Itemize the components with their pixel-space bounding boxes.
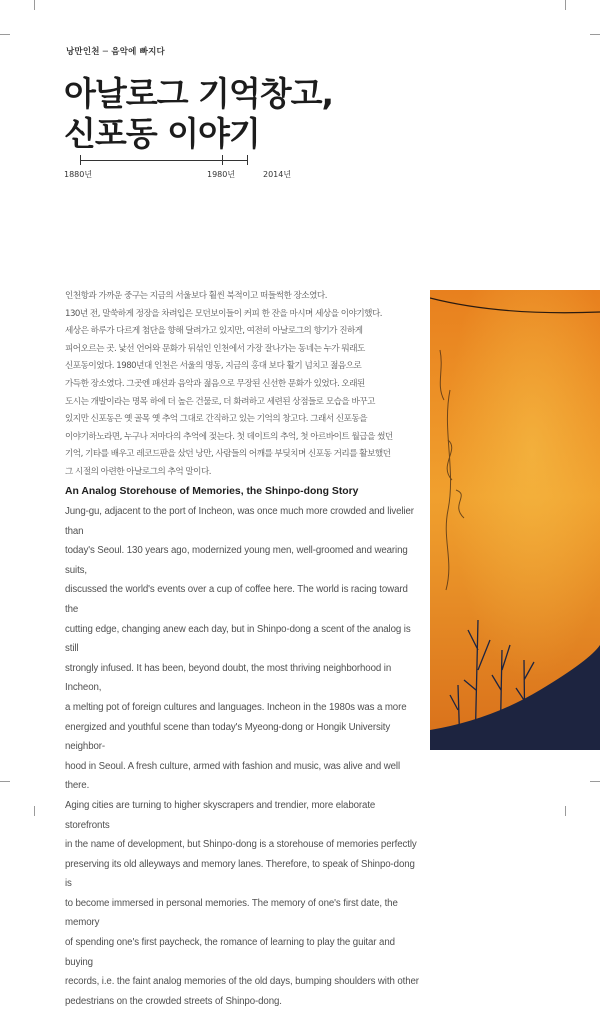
text-line: 가득한 장소였다. 그곳엔 패션과 음악과 젊음으로 무장된 신선한 문화가 있었다. 오래된	[65, 378, 365, 389]
text-line: in the name of development, but Shinpo-dong is a storehouse of memories perfectly	[65, 839, 417, 851]
crop-mark	[565, 806, 566, 816]
timeline	[64, 150, 304, 184]
text-line: 인천항과 가까운 중구는 지금의 서울보다 훨씬 북적이고 떠들썩한 장소였다.	[65, 291, 327, 301]
text-line: a melting pot of foreign cultures and languages. Incheon in the 1980s was a more	[65, 701, 407, 713]
timeline-label: 1880년	[64, 170, 93, 179]
text-line: of spending one's first paycheck, the romance of learning to play the guitar and buying	[65, 937, 395, 968]
english-body-text	[65, 502, 420, 1011]
text-line: 신포동이었다. 1980년대 인천은 서울의 명동, 지금의 홍대 보다 활기 넘치고 젊음으로	[65, 361, 362, 372]
crop-mark	[34, 806, 35, 816]
text-line: pedestrians on the crowded streets of Shinpo-dong.	[65, 995, 282, 1007]
text-line: Aging cities are turning to higher skyscrapers and trendier, more elaborate storefronts	[65, 799, 376, 831]
text-line: discussed the world's events over a cup of coffee here. The world is racing toward the	[65, 584, 408, 615]
text-line: preserving its old alleyways and memory lanes. Therefore, to speak of Shinpo-dong is	[65, 858, 415, 890]
text-line: cutting edge, changing anew each day, but in Shinpo-dong a scent of the analog is still	[65, 623, 411, 655]
text-line: to become immersed in personal memories. The memory of one's first date, the memory	[65, 897, 398, 929]
title-line-2: 신포동 이야기	[64, 114, 260, 153]
text-line: Jung-gu, adjacent to the port of Incheon, was once much more crowded and livelier than	[65, 506, 414, 537]
text-line: 세상은 하루가 다르게 첨단을 향해 달려가고 있지만, 여전히 아날로그의 향기가 진하게	[65, 326, 363, 337]
page-title	[64, 74, 333, 154]
text-line: hood in Seoul. A fresh culture, armed with fashion and music, was alive and well there.	[65, 760, 401, 792]
timeline-tick	[222, 155, 223, 165]
text-line: today's Seoul. 130 years ago, modernized young men, well-groomed and wearing suits,	[65, 545, 408, 576]
timeline-label: 1980년	[207, 170, 236, 179]
text-line: 있지만 신포동은 옛 골목 옛 추억 그대로 간직하고 있는 기억의 창고다. 그래서 신포동을	[65, 414, 368, 425]
text-line: 이야기하노라면, 누구나 저마다의 추억에 젖는다. 첫 데이트의 추억, 첫 아르바이트 월급을 썼던	[65, 431, 393, 442]
crop-mark	[0, 781, 10, 782]
korean-body-text	[65, 288, 415, 482]
text-line: records, i.e. the faint analog memories of the old days, bumping shoulders with other	[65, 976, 419, 988]
title-line-1: 아날로그 기억창고,	[64, 74, 334, 113]
crop-mark	[590, 34, 600, 35]
english-heading: An Analog Storehouse of Memories, the Shinpo-dong Story	[65, 486, 359, 497]
crop-mark	[565, 0, 566, 10]
text-line: 도시는 개발이라는 명목 하에 더 높은 건물로, 더 화려하고 세련된 상점들로 모습을 바꾸고	[65, 396, 375, 407]
text-line: 기억, 기타를 배우고 레코드판을 샀던 낭만, 사람들의 어깨를 부딪치며 신포동 거리를 활보했던	[65, 449, 391, 460]
text-line: 피어오르는 곳. 낯선 언어와 문화가 뒤섞인 인천에서 가장 잘나가는 동네는 누가 뭐래도	[65, 343, 365, 354]
timeline-tick	[80, 155, 81, 165]
text-line: strongly infused. It has been, beyond doubt, the most thriving neighborhood in Incheon,	[65, 662, 392, 694]
crop-mark	[34, 0, 35, 10]
sunset-photo-art	[430, 290, 600, 750]
text-line: 그 시절의 아련한 아날로그의 추억 말이다.	[65, 466, 212, 477]
crop-mark	[0, 34, 10, 35]
sunset-photo	[430, 290, 600, 750]
timeline-label: 2014년	[263, 170, 292, 179]
text-line: 130년 전, 말쑥하게 정장을 차려입은 모던보이들이 커피 한 잔을 마시며 세상을 이야기했다.	[65, 308, 382, 319]
timeline-tick	[247, 155, 248, 165]
crop-mark	[590, 781, 600, 782]
text-line: energized and youthful scene than today's Myeong-dong or Hongik University neighbor-	[65, 721, 391, 753]
section-kicker: 낭만인천 ─ 음악에 빠지다	[66, 47, 165, 57]
